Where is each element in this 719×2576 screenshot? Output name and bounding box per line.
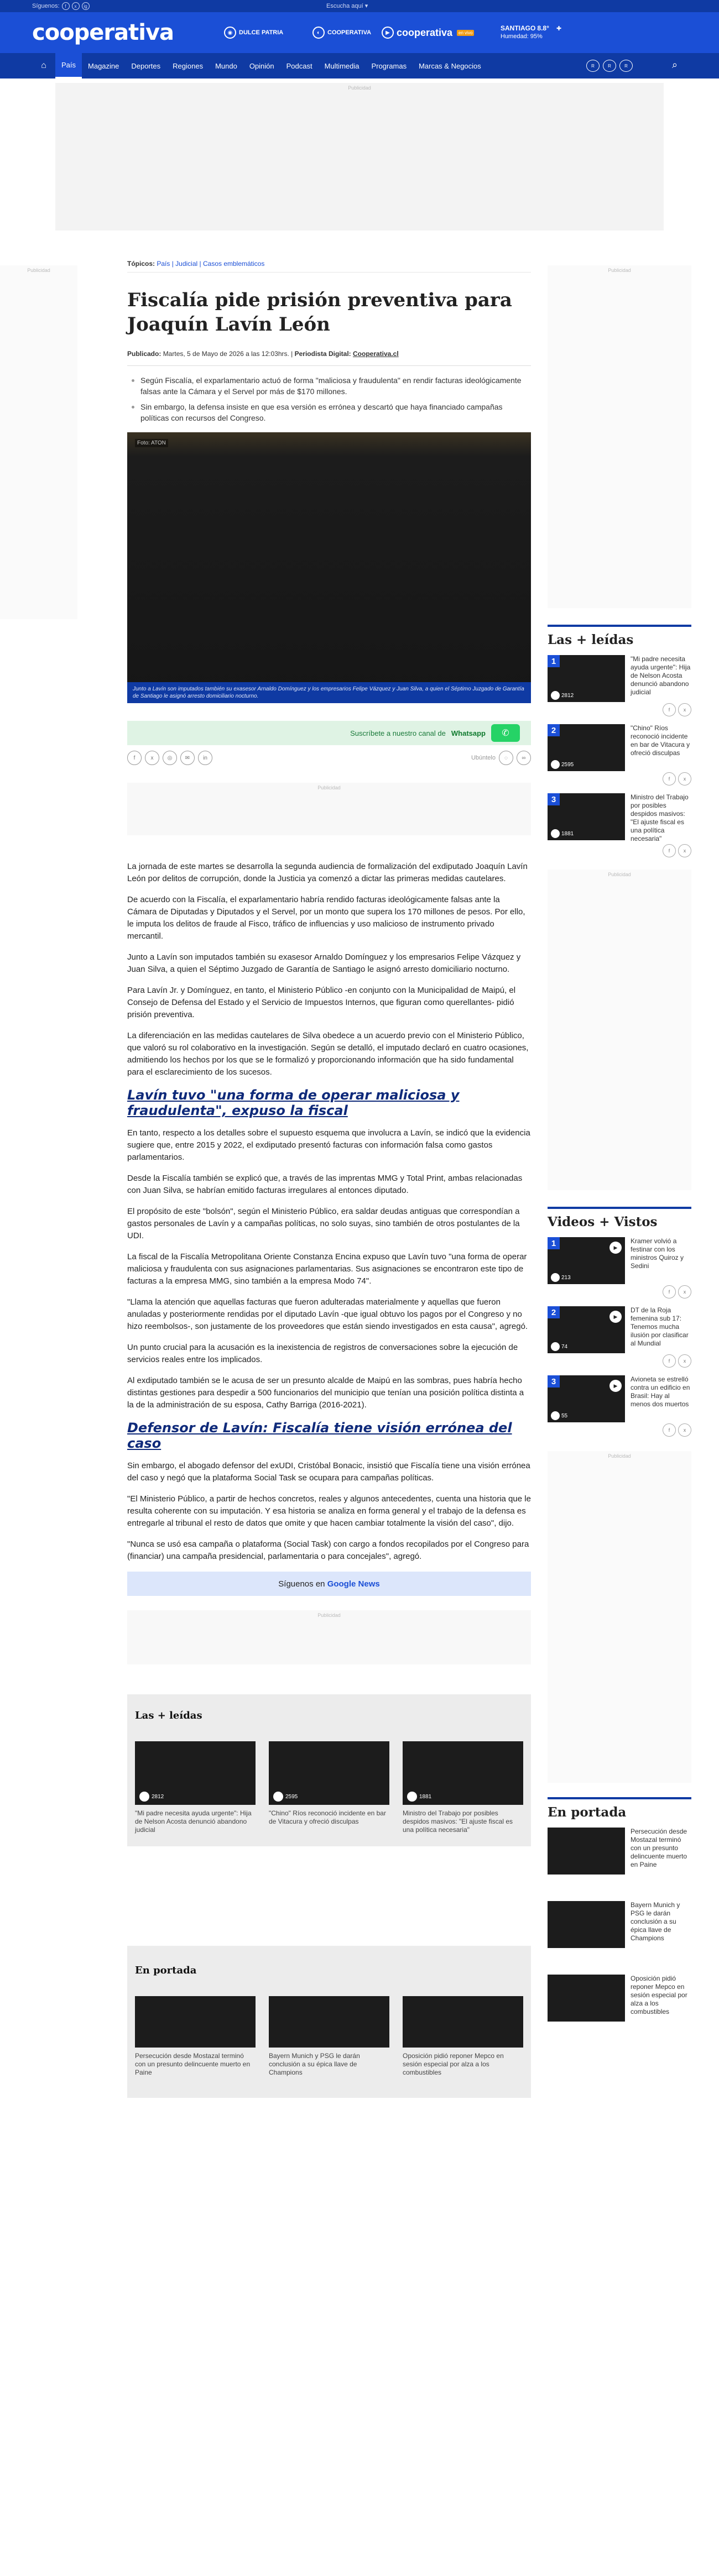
thumbnail: 2812	[135, 1741, 256, 1805]
follow-label: Síguenos:	[32, 3, 60, 9]
eye-icon	[407, 1792, 417, 1802]
video-item[interactable]: 1 ▶ 213 Kramer volvió a festinar con los ministros Quiroz y Sedini	[548, 1237, 691, 1284]
paragraph: La fiscal de la Fiscalía Metropolitana Oriente Constanza Encina expuso que Lavín tuvo "una forma de operar maliciosa y fraudulenta con sus asignaciones parlamentarias. Sus asignaciones se encontraron este tipo de facturas a la empresa MMG, sino también a la empresa Modo 74".	[127, 1252, 527, 1286]
topic-link[interactable]: Casos emblemáticos	[202, 260, 265, 268]
x-share-icon[interactable]: x	[678, 1285, 691, 1299]
eye-icon	[551, 691, 560, 700]
paragraph: En tanto, respecto a los detalles sobre el supuesto esquema que involucra a Lavín, se indicó que la evidencia sugiere que, entre 2015 y 2022, el exdiputado presentó facturas con información falsa como gastos parlamentarios.	[127, 1128, 530, 1162]
video-item[interactable]: 2 ▶ 74 DT de la Roja femenina sub 17: Tenemos mucha ilusión por clasificar al Mundial	[548, 1306, 691, 1353]
dulce-patria-button[interactable]: ◉ DULCE PATRIA	[224, 24, 283, 41]
summary-bullet: Según Fiscalía, el exparlamentario actuó de forma "maliciosa y fraudulenta" en rendir facturas ideológicamente falsas ante la Cámara y el Servel por más de $170 millones.	[135, 375, 531, 397]
most-read-card[interactable]: 2812 "Mi padre necesita ayuda urgente": Hija de Nelson Acosta denunció abandono judicial	[135, 1741, 256, 1834]
facebook-icon[interactable]: f	[62, 2, 70, 10]
search-icon[interactable]: ⌕	[672, 59, 678, 70]
play-icon: ▶	[382, 27, 394, 39]
facebook-share-icon[interactable]: f	[663, 1423, 676, 1437]
nav-item-pais[interactable]: País	[55, 53, 82, 78]
eye-icon	[551, 1411, 560, 1420]
most-read-card[interactable]: 2595 "Chino" Ríos reconoció incidente en bar de Vitacura y ofreció disculpas	[269, 1741, 389, 1834]
ad-inline[interactable]: Publicidad	[127, 783, 531, 835]
live-radio-button[interactable]: ▶ cooperativa en vivo	[382, 24, 474, 41]
ad-sidebar-top[interactable]: Publicidad	[548, 265, 691, 608]
nav-item-deportes[interactable]: Deportes	[131, 61, 161, 70]
cooperativa-podcast-button[interactable]: ◐ COOPERATIVA	[312, 24, 371, 41]
instagram-icon[interactable]: ig	[82, 2, 90, 10]
facebook-share-icon[interactable]: f	[127, 751, 142, 765]
x-share-icon[interactable]: x	[678, 844, 691, 857]
headphones-icon: ◐	[312, 27, 325, 39]
facebook-share-icon[interactable]: f	[663, 772, 676, 786]
x-share-icon[interactable]: x	[678, 703, 691, 716]
thumbnail	[135, 1996, 256, 2048]
home-icon[interactable]: ⌂	[41, 61, 46, 70]
nav-item-multimedia[interactable]: Multimedia	[324, 61, 359, 70]
thumbnail: 1 ▶ 213	[548, 1237, 625, 1284]
eye-icon	[551, 760, 560, 769]
share-bar	[127, 751, 531, 765]
weather-widget: SANTIAGO 8.8° ✚ Humedad: 95%	[501, 24, 562, 40]
section-title: Las + leídas	[135, 1710, 202, 1721]
paragraph: La jornada de este martes se desarrolla la segunda audiencia de formalización del exdiputado Joaquín Lavín León por delitos de corrupción, donde la Justicia ya comenzó a dictar las primeras medidas cautelares.	[127, 862, 528, 883]
link-icon[interactable]: ∞	[517, 751, 531, 765]
paragraph: Para Lavín Jr. y Domínguez, en tanto, el Ministerio Público -en conjunto con la Municipalidad de Maipú, el Consejo de Defensa del Estado y el Servicio de Impuestos Internos, que figuran como querellantes- pidió prisión preventiva.	[127, 986, 516, 1019]
nav-item-opinion[interactable]: Opinión	[249, 61, 274, 70]
facebook-share-icon[interactable]: f	[663, 1354, 676, 1368]
play-icon[interactable]: ▶	[609, 1242, 622, 1254]
top-bar	[0, 0, 719, 12]
thumbnail	[269, 1996, 389, 2048]
most-read-title: Las + leídas	[548, 625, 691, 647]
section-title: En portada	[135, 1965, 197, 1976]
site-header	[0, 12, 719, 53]
play-icon[interactable]: ▶	[609, 1380, 622, 1392]
photo-credit: Foto: ATON	[135, 439, 168, 447]
eye-icon	[551, 1273, 560, 1282]
whatsapp-share-icon[interactable]: ◎	[163, 751, 177, 765]
summary-bullet: Sin embargo, la defensa insiste en que esa versión es errónea y descartó que haya financiado campañas políticas con recursos del Congreso.	[135, 401, 531, 423]
paragraph: Al exdiputado también se le acusa de ser un presunto alcalde de Maipú en las sombras, pues habría hecho distintas gestiones para despedir a 500 funcionarios del municipio que tenían una posición política distinta a la de la administración de su esposa, Cathy Barriga (2016-2021).	[127, 1376, 524, 1410]
eye-icon	[551, 829, 560, 838]
portada-card[interactable]: Bayern Munich y PSG le darán conclusión a su épica llave de Champions	[269, 1996, 389, 2077]
whatsapp-subscribe[interactable]: Suscríbete a nuestro canal de Whatsapp ✆	[127, 721, 531, 745]
thumbnail	[548, 1975, 625, 2022]
play-icon[interactable]: ▶	[609, 1311, 622, 1323]
thumbnail: 3 ▶ 55	[548, 1375, 625, 1422]
x-share-icon[interactable]: x	[678, 772, 691, 786]
en-portada-title: En portada	[548, 1797, 691, 1820]
nav-item-regiones[interactable]: Regiones	[173, 61, 204, 70]
portada-card[interactable]: Persecución desde Mostazal terminó con un presunto delincuente muerto en Paine	[135, 1996, 256, 2077]
thumbnail	[548, 1828, 625, 1875]
most-read-item[interactable]: 3 1881 Ministro del Trabajo por posibles despidos masivos: "El ajuste fiscal es una política necesaria"	[548, 793, 691, 843]
videos-title: Videos + Vistos	[548, 1207, 691, 1229]
eye-icon	[273, 1792, 283, 1802]
thumbnail: 1881	[403, 1741, 523, 1805]
most-read-item[interactable]: 1 2812 "Mi padre necesita ayuda urgente": Hija de Nelson Acosta denunció abandono judicial	[548, 655, 691, 702]
x-share-icon[interactable]: x	[678, 1423, 691, 1437]
radio-station-icon[interactable]: R	[619, 60, 633, 72]
ad-sidebar-mid[interactable]: Publicidad	[548, 870, 691, 1190]
facebook-share-icon[interactable]: f	[663, 844, 676, 857]
google-news-follow[interactable]: Síguenos en Google News	[127, 1572, 531, 1596]
paragraph: Sin embargo, el abogado defensor del exUDI, Cristóbal Bonacic, insistió que Fiscalía tiene una visión errónea del caso y negó que la plataforma Social Task se ocupara para campañas políticas.	[127, 1461, 530, 1483]
paragraph: Desde la Fiscalía también se explicó que, a través de las imprentas MMG y Total Print, ambas relacionadas con Juan Silva, se habrían emitido facturas irregulares al entonces diputado.	[127, 1174, 523, 1195]
article-title: Fiscalía pide prisión preventiva para Joaquín Lavín León	[127, 289, 512, 336]
paragraph: De acuerdo con la Fiscalía, el exparlamentario habría rendido facturas ideológicamente falsas ante la Cámara de Diputadas y Diputados y el Servel, por un monto que supera los 170 millones de pesos. Por ello, le imputa los delitos de fraude al Fisco, tráfico de influencias y uso malicioso de instrumento privado mercantil.	[127, 895, 525, 941]
paragraph: Junto a Lavín son imputados también su exasesor Arnaldo Domínguez y los empresarios Felipe Vázquez y Juan Silva, a quien el Séptimo Juzgado de Garantía de Santiago le asignó arresto domiciliario nocturno.	[127, 952, 521, 974]
share-label: Ubúntelo	[471, 755, 496, 761]
nav-item-podcast[interactable]: Podcast	[286, 61, 312, 70]
most-read-bottom	[127, 1694, 531, 1846]
x-share-icon[interactable]: x	[145, 751, 159, 765]
linkedin-share-icon[interactable]: in	[198, 751, 212, 765]
ad-side-left[interactable]: Publicidad	[0, 265, 77, 619]
summary-bullets	[127, 375, 531, 423]
follow-us	[32, 2, 90, 10]
comment-icon[interactable]: ◌	[499, 751, 513, 765]
video-item[interactable]: 3 ▶ 55 Avioneta se estrelló contra un edificio en Brasil: Hay al menos dos muertos	[548, 1375, 691, 1422]
byline: Publicado: Martes, 5 de Mayo de 2026 a las 12:03hrs. | Periodista Digital: Cooperativa.cl	[127, 350, 531, 366]
paragraph: "Llama la atención que aquellas facturas que fueron adulteradas materialmente y aquellas que fueron anuladas y posteriormente rendidas por el diputado Lavín -que igual obtuvo los pagos por el Congreso y no hizo reembolsos-, son justamente de los proveedores que están siendo investigados en esta causa", agregó.	[127, 1297, 528, 1331]
ad-sidebar-bottom[interactable]: Publicidad	[548, 1451, 691, 1783]
thumbnail: 2 2595	[548, 724, 625, 771]
x-share-icon[interactable]: x	[678, 1354, 691, 1368]
most-read-item[interactable]: 2 2595 "Chino" Ríos reconoció incidente en bar de Vitacura y ofreció disculpas	[548, 724, 691, 771]
eye-icon	[139, 1792, 149, 1802]
portada-item[interactable]: Oposición pidió reponer Mepco en sesión especial por alza a los combustibles	[548, 1975, 691, 2022]
portada-card[interactable]: Oposición pidió reponer Mepco en sesión especial por alza a los combustibles	[403, 1996, 523, 2077]
nav-item-mundo[interactable]: Mundo	[215, 61, 237, 70]
photo-caption: Junto a Lavín son imputados también su exasesor Arnaldo Domínguez y los empresarios Felipe Vázquez y Juan Silva, a quien el Séptimo Juzgado de Garantía de Santiago le asignó arresto domiciliario nocturno.	[127, 682, 531, 703]
site-logo[interactable]: cooperativa	[32, 20, 174, 45]
nav-item-programas[interactable]: Programas	[371, 61, 407, 70]
main-nav	[0, 53, 719, 78]
thumbnail: 1 2812	[548, 655, 625, 702]
sidebar	[548, 625, 691, 2022]
article-photo	[127, 432, 531, 703]
paragraph: Un punto crucial para la acusación es la inexistencia de registros de conversaciones sobre la ejecución de servicios reales entre los implicados.	[127, 1343, 518, 1364]
whatsapp-icon: ✆	[491, 724, 520, 742]
paragraph: "Nunca se usó esa campaña o plataforma (Social Task) con cargo a fondos recopilados por el Congreso para (financiar) una campaña presidencial, parlamentaria o para concejales", agregó.	[127, 1540, 529, 1561]
facebook-share-icon[interactable]: f	[663, 703, 676, 716]
topic-link[interactable]: País	[157, 260, 170, 268]
en-portada-bottom	[127, 1946, 531, 2098]
thumbnail	[548, 1901, 625, 1948]
ad-bottom[interactable]: Publicidad	[127, 1610, 531, 1664]
thumbnail	[403, 1996, 523, 2048]
email-share-icon[interactable]: ✉	[180, 751, 195, 765]
portada-item[interactable]: Bayern Munich y PSG le darán conclusión a su épica llave de Champions	[548, 1901, 691, 1948]
paragraph: El propósito de este "bolsón", según el Ministerio Público, era saldar deudas antiguas que correspondían a gastos personales de Lavín y a campañas políticas, no solo suyas, sino también de otros postulantes de la UDI.	[127, 1207, 520, 1240]
article-body	[127, 861, 531, 1563]
listen-here-link[interactable]: Escucha aquí ▾	[326, 3, 368, 9]
eye-icon	[551, 1342, 560, 1351]
ad-banner-top[interactable]: Publicidad	[55, 83, 664, 231]
author-link[interactable]: Cooperativa.cl	[353, 350, 399, 358]
facebook-share-icon[interactable]: f	[663, 1285, 676, 1299]
article	[127, 260, 531, 2098]
paragraph: La diferenciación en las medidas cautelares de Silva obedece a un acuerdo previo con el Ministerio Público, que valoró su rol colaborativo en la investigación. Según se detalló, el imputado declaró en cuatro ocasiones, admitiendo los hechos por los que se le formalizó y proporcionando información que ha sido fundamental para el esclarecimiento de los sucesos.	[127, 1031, 529, 1077]
thumbnail: 2 ▶ 74	[548, 1306, 625, 1353]
radio-station-icon[interactable]: R	[603, 60, 616, 72]
x-icon[interactable]: x	[72, 2, 80, 10]
thumbnail: 2595	[269, 1741, 389, 1805]
paragraph: "El Ministerio Público, a partir de hechos concretos, reales y algunos antecedentes, cuenta una historia que le resulta coherente con su imputación. Y esa historia se analiza en forma general y el trabajo de la defensa es entregarle al tribunal el resto de datos que omite y que hacen cambiar totalmente la visión del caso", dijo.	[127, 1494, 531, 1528]
topics-bar: Tópicos: País | Judicial | Casos emblemáticos	[127, 260, 531, 273]
section-heading: Defensor de Lavín: Fiscalía tiene visión errónea del caso	[127, 1420, 512, 1451]
nav-item-marcas[interactable]: Marcas & Negocios	[419, 61, 481, 70]
weather-icon: ✚	[556, 25, 562, 32]
portada-item[interactable]: Persecución desde Mostazal terminó con un presunto delincuente muerto en Paine	[548, 1828, 691, 1875]
radio-icon: ◉	[224, 27, 236, 39]
radio-station-icon[interactable]: R	[586, 60, 600, 72]
nav-item-magazine[interactable]: Magazine	[88, 61, 119, 70]
thumbnail: 3 1881	[548, 793, 625, 840]
most-read-card[interactable]: 1881 Ministro del Trabajo por posibles despidos masivos: "El ajuste fiscal es una política necesaria"	[403, 1741, 523, 1834]
topic-link[interactable]: Judicial	[175, 260, 198, 268]
section-heading: Lavín tuvo "una forma de operar maliciosa y fraudulenta", expuso la fiscal	[127, 1087, 460, 1118]
